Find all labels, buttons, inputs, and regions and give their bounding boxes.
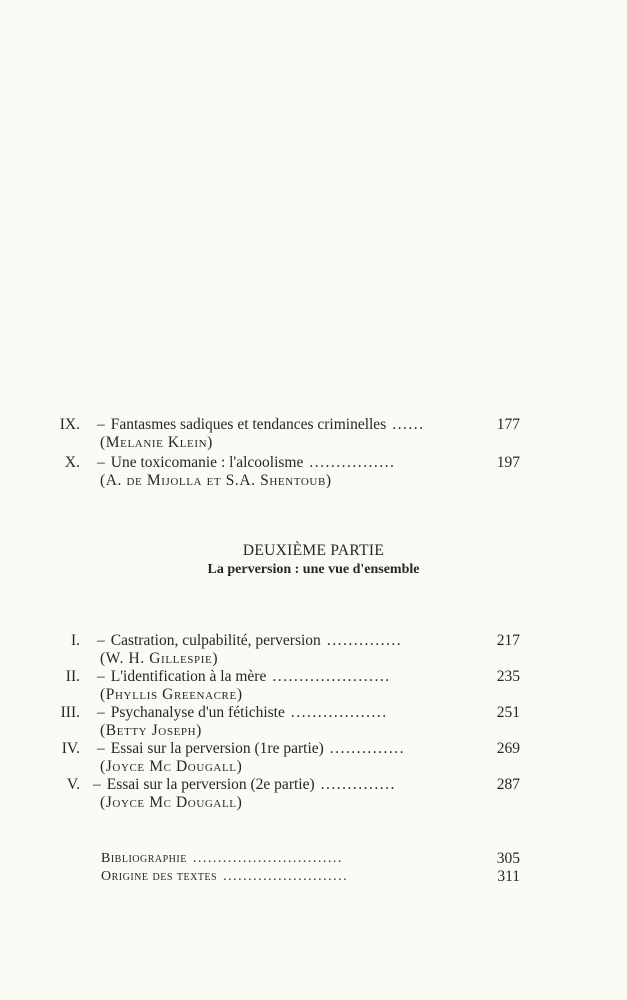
chapter-title-line: [97, 632, 459, 650]
chapter-number: I.: [70, 632, 80, 649]
chapter-number: IX.: [59, 416, 80, 433]
dot-leader: ..............: [320, 776, 396, 793]
chapter-number: V.: [66, 776, 80, 793]
dash-separator: –: [97, 632, 105, 649]
backmatter-label: Origine des textes: [101, 869, 218, 884]
dash-separator: –: [97, 454, 105, 471]
chapter-title: Psychanalyse d'un fétichiste: [110, 704, 285, 721]
backmatter-line: [101, 868, 459, 886]
chapter-number: II.: [65, 668, 80, 685]
chapter-author: (Betty Joseph): [100, 722, 202, 739]
chapter-title: Essai sur la perversion (1re partie): [110, 740, 324, 757]
chapter-title: Castration, culpabilité, perversion: [110, 632, 321, 649]
page-number: 177: [496, 416, 520, 433]
page-number: 311: [497, 868, 520, 885]
chapter-number: X.: [64, 454, 80, 471]
page-number: 235: [496, 668, 520, 685]
chapter-title: Fantasmes sadiques et tendances criminelles: [110, 416, 387, 433]
chapter-title: L'identification à la mère: [110, 668, 267, 685]
chapter-title-line: [97, 704, 459, 722]
page-number: 305: [496, 850, 520, 867]
chapter-title-line: [93, 776, 459, 794]
chapter-title-line: [97, 416, 459, 434]
dot-leader: ................: [309, 454, 396, 471]
part-title: DEUXIÈME PARTIE: [242, 542, 385, 559]
page-number: 251: [496, 704, 520, 721]
chapter-title-line: [97, 740, 459, 758]
dash-separator: –: [97, 416, 105, 433]
chapter-author: (A. de Mijolla et S.A. Shentoub): [100, 472, 332, 489]
dash-separator: –: [97, 668, 105, 685]
chapter-number: III.: [60, 704, 80, 721]
page-number: 197: [496, 454, 520, 471]
chapter-title: Essai sur la perversion (2e partie): [106, 776, 315, 793]
chapter-author: (Joyce Mc Dougall): [100, 758, 243, 775]
chapter-author: (Melanie Klein): [100, 434, 213, 451]
dot-leader: ......: [392, 416, 425, 433]
page-number: 217: [496, 632, 520, 649]
dot-leader: ......................: [272, 668, 391, 685]
chapter-number: IV.: [61, 740, 80, 757]
dot-leader: ..............: [329, 740, 406, 757]
dot-leader: .........................: [223, 869, 349, 884]
dash-separator: –: [97, 704, 105, 721]
backmatter-label: Bibliographie: [101, 851, 187, 866]
chapter-title-line: [97, 668, 459, 686]
page-number: 269: [496, 740, 520, 757]
dot-leader: ..............................: [192, 851, 343, 866]
chapter-title-line: [97, 454, 459, 472]
chapter-author: (Phyllis Greenacre): [100, 686, 243, 703]
dot-leader: ..............: [326, 632, 403, 649]
chapter-author: (W. H. Gillespie): [100, 650, 219, 667]
dash-separator: –: [93, 776, 101, 793]
page-number: 287: [496, 776, 520, 793]
dash-separator: –: [97, 740, 105, 757]
dot-leader: ..................: [290, 704, 388, 721]
backmatter-line: [101, 850, 459, 868]
part-subtitle: La perversion : une vue d'ensemble: [207, 562, 420, 577]
chapter-title: Une toxicomanie : l'alcoolisme: [110, 454, 304, 471]
chapter-author: (Joyce Mc Dougall): [100, 794, 243, 811]
